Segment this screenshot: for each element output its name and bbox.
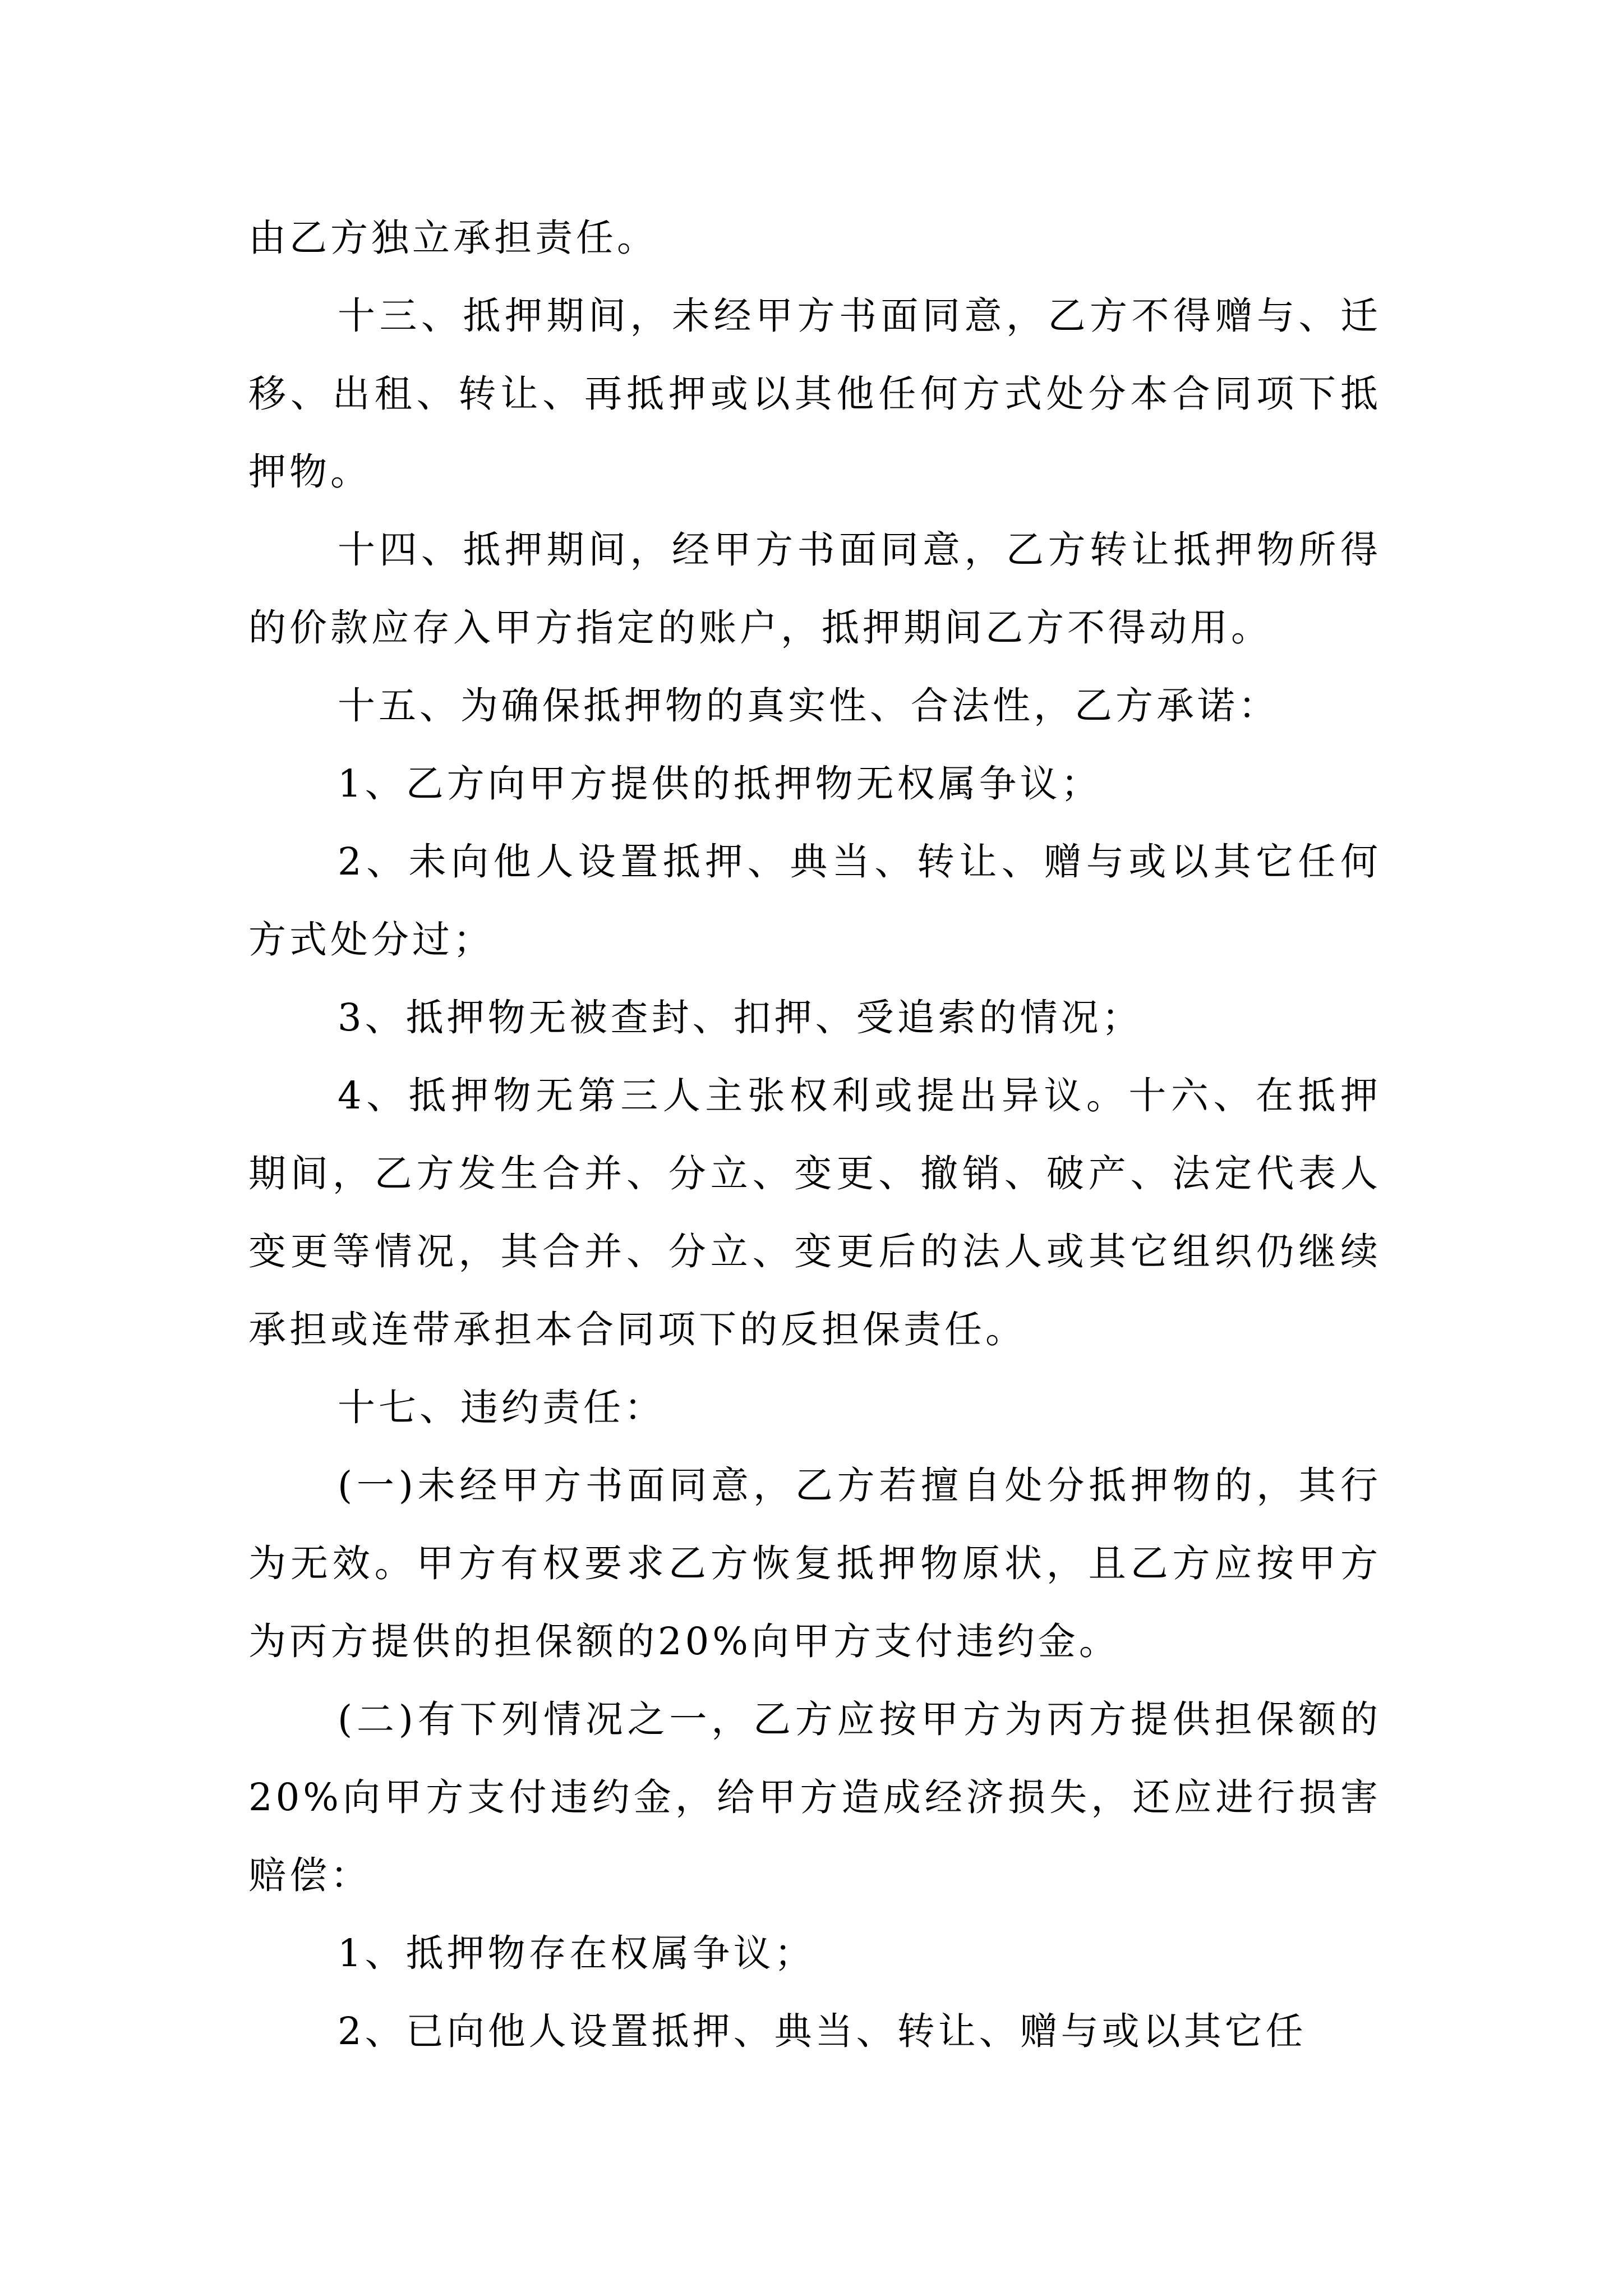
paragraph-clause-15-item-4-and-16: 4、抵押物无第三人主张权利或提出异议。十六、在抵押期间，乙方发生合并、分立、变更、撤销、破产、法定代表人变更等情况，其合并、分立、变更后的法人或其它组织仍继续承担或连带承担本合同项下的反担保责任。 [248,1074,1381,1351]
paragraph-clause-17-part-1: (一)未经甲方书面同意，乙方若擅自处分抵押物的，其行为无效。甲方有权要求乙方恢复抵押物原状，且乙方应按甲方为丙方提供的担保额的20%向甲方支付违约金。 [248,1464,1381,1663]
paragraph-clause-17-part-2-item-1: 1、抵押物存在权属争议； [338,1931,815,1975]
paragraph-clause-15-item-1: 1、乙方向甲方提供的抵押物无权属争议； [338,762,1102,806]
paragraph-clause-15: 十五、为确保抵押物的真实性、合法性，乙方承诺： [338,684,1279,728]
paragraph-clause-13: 十三、抵押期间，未经甲方书面同意，乙方不得赠与、迁移、出租、转让、再抵押或以其他任何方式处分本合同项下抵押物。 [248,294,1381,494]
paragraph-clause-17-part-2: (二)有下列情况之一，乙方应按甲方为丙方提供担保额的20%向甲方支付违约金，给甲方造成经济损失，还应进行损害赔偿： [248,1697,1381,1897]
paragraph-clause-14: 十四、抵押期间，经甲方书面同意，乙方转让抵押物所得的价款应存入甲方指定的账户，抵押期间乙方不得动用。 [248,528,1381,650]
paragraph-continuation: 由乙方独立承担责任。 [248,216,658,260]
paragraph-clause-15-item-2: 2、未向他人设置抵押、典当、转让、赠与或以其它任何方式处分过； [248,840,1381,961]
paragraph-clause-17: 十七、违约责任： [338,1386,665,1429]
contract-text [248,199,1381,2070]
paragraph-clause-17-part-2-item-2: 2、已向他人设置抵押、典当、转让、赠与或以其它任 [338,2009,1307,2053]
paragraph-clause-15-item-3: 3、抵押物无被查封、扣押、受追索的情况； [338,996,1143,1039]
